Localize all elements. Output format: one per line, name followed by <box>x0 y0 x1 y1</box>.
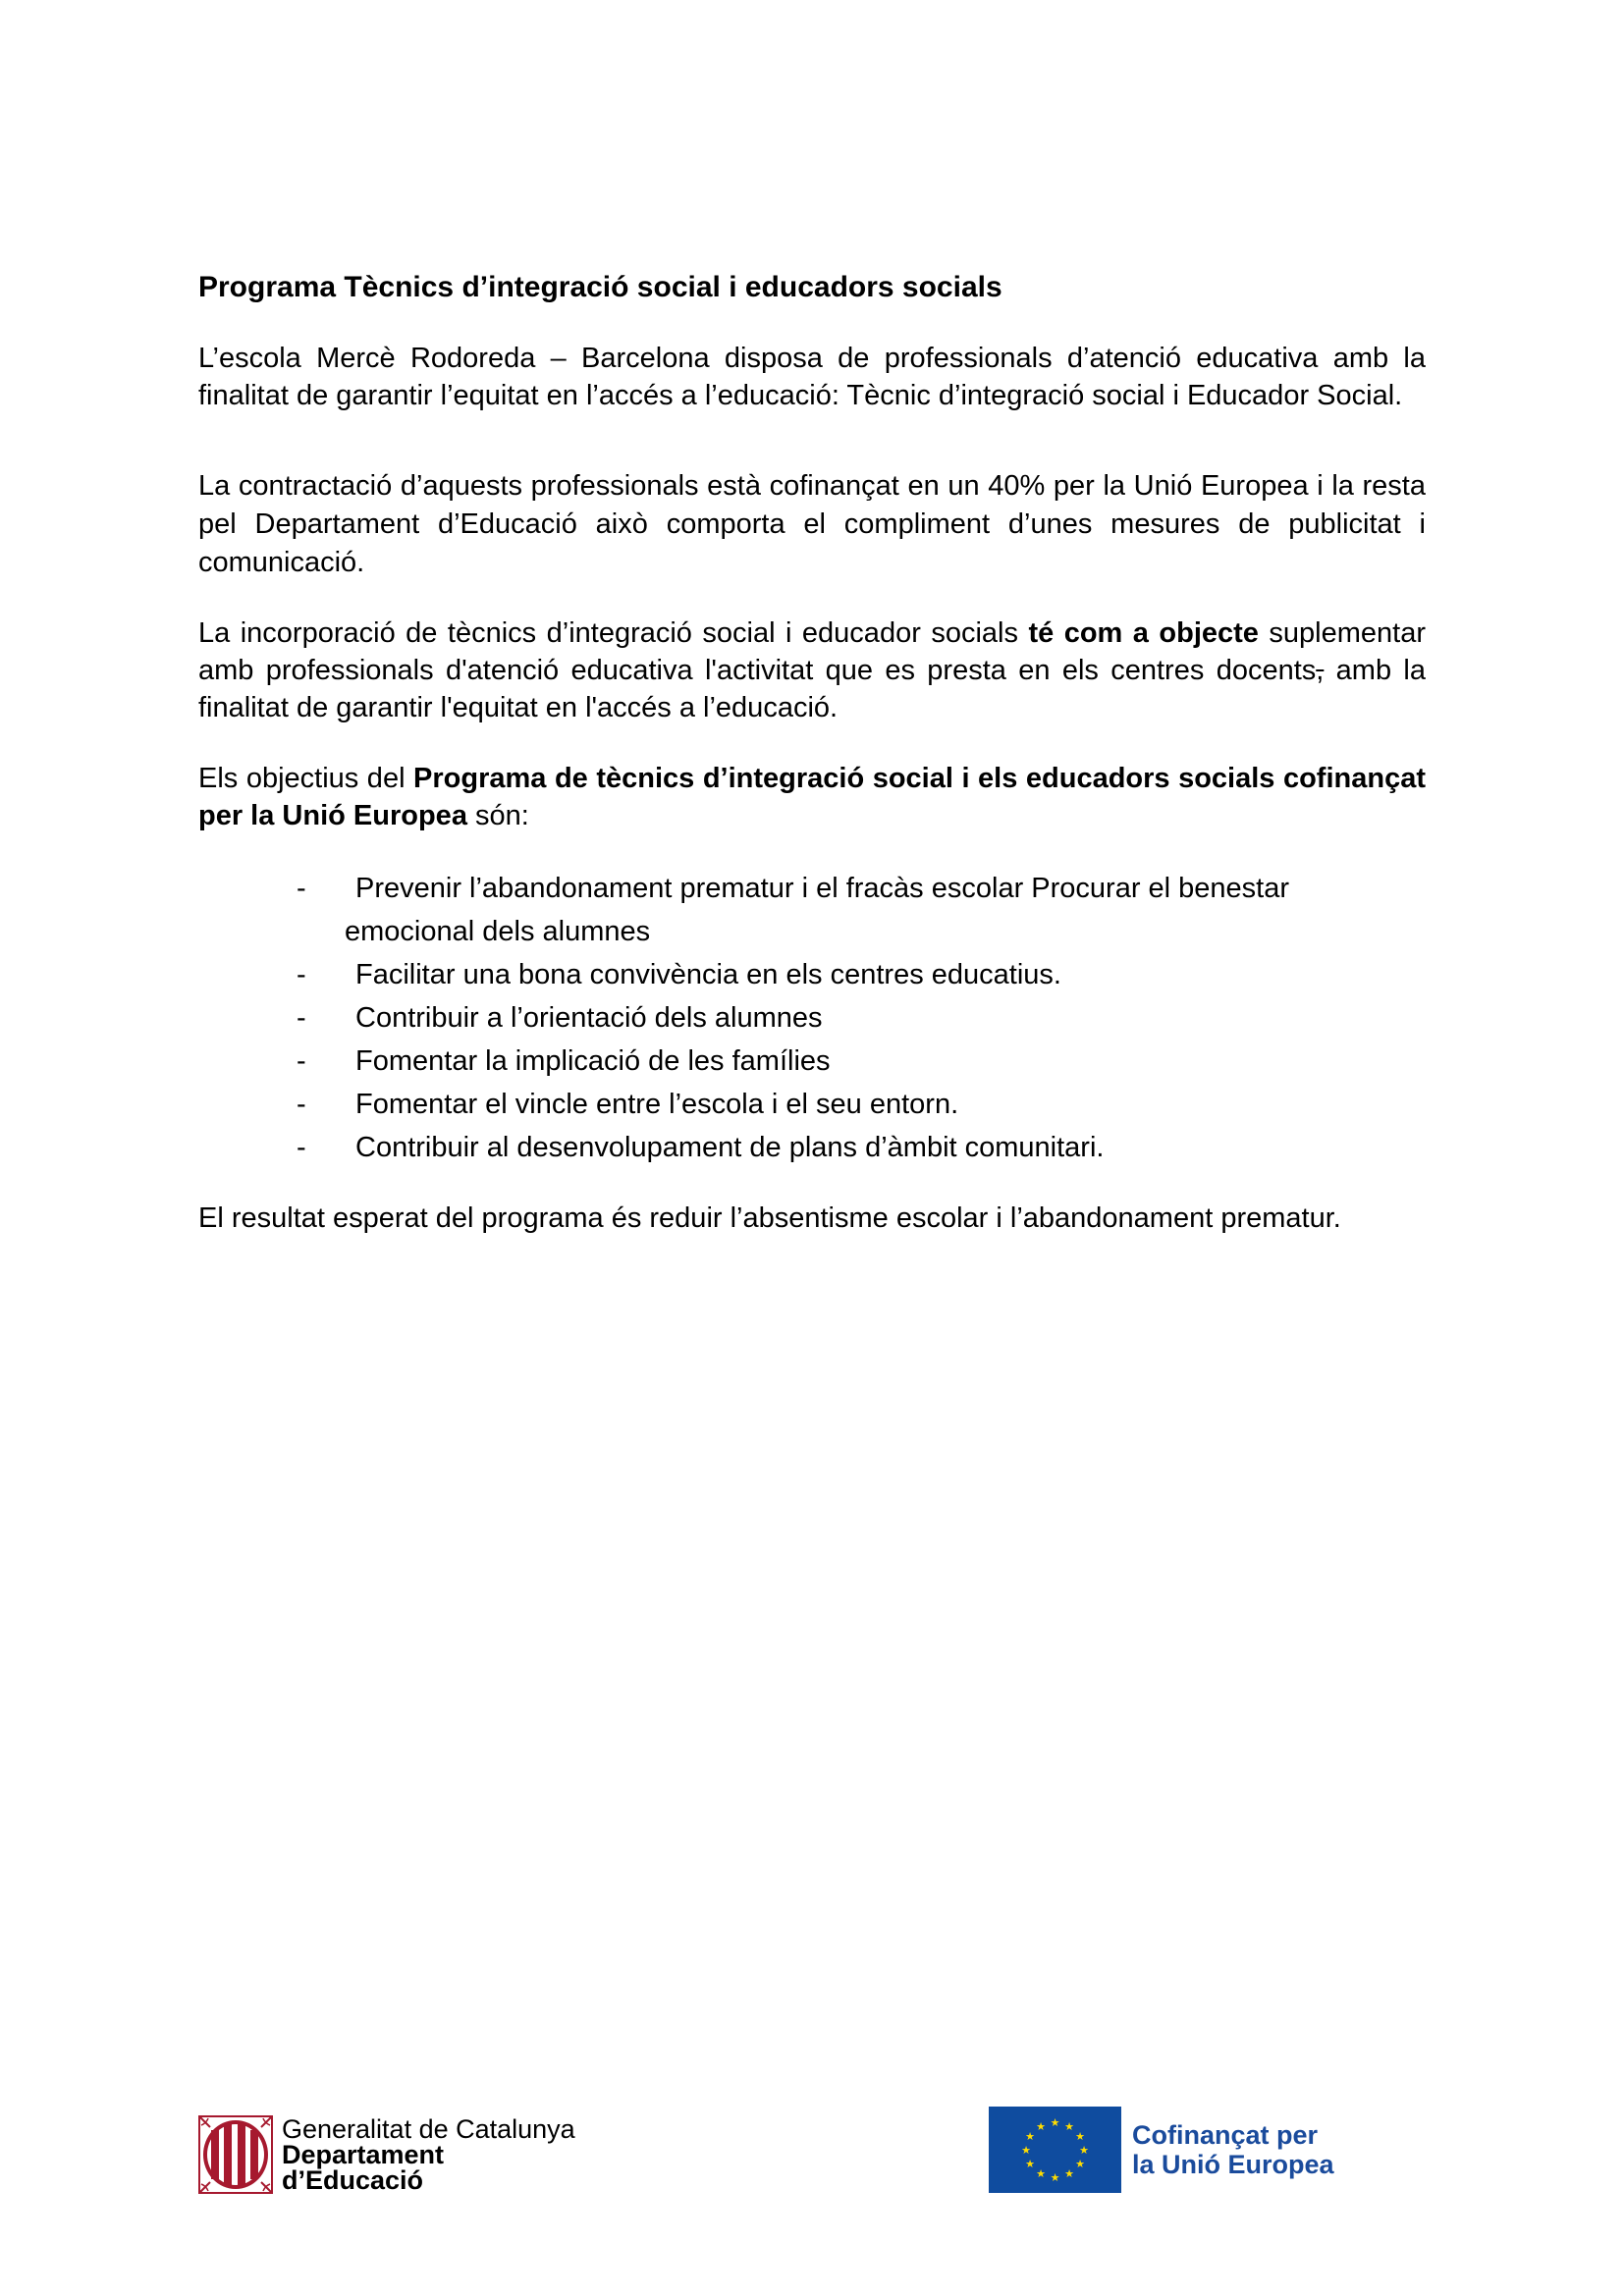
svg-text:★: ★ <box>1021 2144 1031 2157</box>
list-item <box>198 1083 1426 1126</box>
list-item <box>198 1126 1426 1169</box>
list-item-text: Prevenir l’abandonament prematur i el fracàs escolar Procurar el benestar emocional dels alumnes <box>345 873 1290 947</box>
svg-text:★: ★ <box>1079 2144 1089 2157</box>
generalitat-text <box>282 2116 575 2193</box>
svg-text:★: ★ <box>1050 2171 1060 2184</box>
svg-text:★: ★ <box>1064 2120 1074 2133</box>
bullet-dash: - <box>297 1002 306 1034</box>
paragraph-purpose <box>198 614 1426 726</box>
paragraph-objectives-intro <box>198 760 1426 834</box>
list-item-text: Facilitar una bona convivència en els centres educatius. <box>355 959 1061 990</box>
objectives-program-name: Programa de tècnics d’integració social i els educadors socials cofinançat per la Unió Europea <box>198 763 1426 831</box>
document-title: Programa Tècnics d’integració social i educadors socials <box>198 271 1002 303</box>
eu-text-line2: la Unió Europea <box>1132 2150 1334 2179</box>
bullet-dash: - <box>297 1045 306 1077</box>
svg-text:★: ★ <box>1050 2116 1060 2129</box>
eu-text-line1: Cofinançat per <box>1132 2120 1319 2150</box>
objectives-intro-end: són: <box>466 800 529 831</box>
svg-text:★: ★ <box>1025 2158 1035 2170</box>
svg-text:★: ★ <box>1075 2130 1085 2143</box>
list-item-text: Fomentar el vincle entre l’escola i el seu entorn. <box>355 1089 959 1120</box>
department-name: d’Educació <box>282 2165 424 2195</box>
paragraph-intro: L’escola Mercè Rodoreda – Barcelona disposa de professionals d’atenció educativa amb la finalitat de garantir l’equitat en l’accés a l’educació: Tècnic d’integració social i Educador Social. <box>198 343 1426 411</box>
svg-text:★: ★ <box>1025 2130 1035 2143</box>
list-item-text: Contribuir al desenvolupament de plans d’àmbit comunitari. <box>355 1132 1105 1163</box>
list-item <box>198 953 1426 996</box>
svg-text:★: ★ <box>1036 2167 1046 2180</box>
generalitat-emblem-icon <box>198 2115 273 2194</box>
purpose-text-end: amb la finalitat de garantir l'equitat en l'accés a l’educació. <box>198 655 1426 723</box>
bullet-dash: - <box>297 1089 306 1120</box>
struck-comma: , <box>1316 655 1325 686</box>
bullet-dash: - <box>297 1132 306 1163</box>
purpose-text-mid: suplementar amb professionals d'atenció educativa l'activitat que es presta en els centres docents <box>198 617 1426 686</box>
paragraph-expected-result: El resultat esperat del programa és reduir l’absentisme escolar i l’abandonament prematur. <box>198 1202 1341 1234</box>
generalitat-logo-block <box>198 2114 575 2195</box>
objectives-list <box>198 867 1426 1169</box>
svg-text:★: ★ <box>1036 2120 1046 2133</box>
objectives-intro-start: Els objectius del <box>198 763 414 794</box>
bullet-dash: - <box>297 873 306 904</box>
svg-text:★: ★ <box>1064 2167 1074 2180</box>
purpose-text-start: La incorporació de tècnics d’integració social i educador socials <box>198 617 1029 649</box>
paragraph-funding: La contractació d’aquests professionals està cofinançat en un 40% per la Unió Europea i la resta pel Departament d’Educació això comporta el compliment d’unes mesures de publicitat i comunicació. <box>198 470 1426 578</box>
list-item <box>198 1040 1426 1083</box>
list-item <box>198 996 1426 1040</box>
eu-flag-icon <box>989 2107 1121 2193</box>
bullet-dash: - <box>297 959 306 990</box>
list-item-text: Contribuir a l’orientació dels alumnes <box>355 1002 823 1034</box>
purpose-bold: té com a objecte <box>1028 617 1259 649</box>
list-item-text: Fomentar la implicació de les famílies <box>355 1045 831 1077</box>
list-item <box>198 867 1426 953</box>
generalitat-name: Generalitat de Catalunya <box>282 2114 575 2144</box>
eu-cofunding-logo-block <box>989 2107 1334 2193</box>
svg-text:★: ★ <box>1075 2158 1085 2170</box>
eu-cofunding-text <box>1132 2120 1334 2179</box>
department-label: Departament <box>282 2140 445 2169</box>
